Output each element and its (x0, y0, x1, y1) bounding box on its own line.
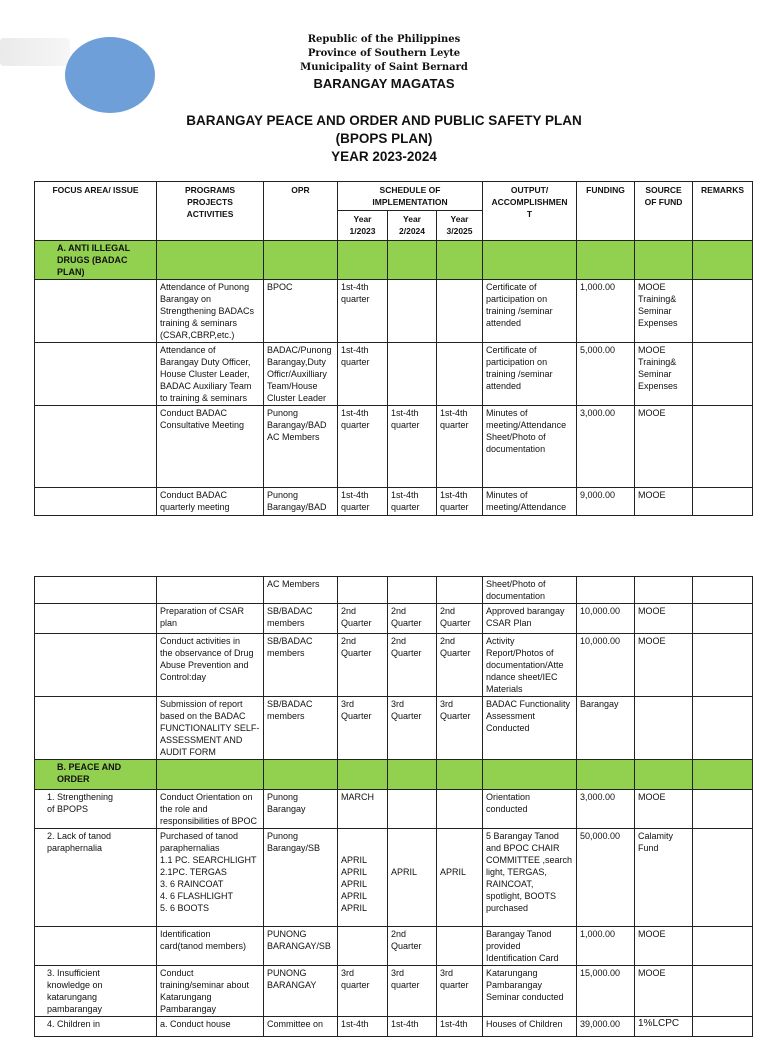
cell-source: MOOE (635, 604, 693, 634)
header-year1: Year 1/2023 (338, 211, 388, 241)
table-row (35, 927, 753, 966)
cell-y2: APRIL (388, 829, 437, 927)
cell-y2: 1st-4th quarter (388, 488, 437, 516)
cell-source: MOOE (635, 790, 693, 829)
cell-source: MOOE (635, 927, 693, 966)
cell-remarks (693, 927, 753, 966)
cell-program: Conduct BADAC Consultative Meeting (157, 406, 264, 488)
cell-y3: 3rd quarter (437, 966, 483, 1017)
cell-y1: MARCH (338, 790, 388, 829)
cell-focus (35, 697, 157, 760)
cell-focus: 3. Insufficient knowledge on katarungang pambarangay (35, 966, 157, 1017)
plan-table-page1 (34, 181, 753, 516)
cell-y3: 1st-4th (437, 1017, 483, 1037)
cell-remarks (693, 1017, 753, 1037)
header-schedule: SCHEDULE OF IMPLEMENTATION (338, 182, 483, 211)
cell-output: Orientation conducted (483, 790, 577, 829)
header-republic: Republic of the Philippines (307, 34, 461, 45)
table-row (35, 1017, 753, 1037)
cell-y3: 1st-4th quarter (437, 488, 483, 516)
cell-y2: 2nd Quarter (388, 927, 437, 966)
cell-program: Conduct Orientation on the role and responsibilities of BPOC (157, 790, 264, 829)
cell-remarks (693, 966, 753, 1017)
table-row (35, 790, 753, 829)
cell-source: MOOE (635, 406, 693, 488)
cell-program: Purchased of tanod paraphernalias 1.1 PC. SEARCHLIGHT 2.1PC. TERGAS 3. 6 RAINCOAT 4. 6 FLASHLIGHT 5. 6 BOOTS (157, 829, 264, 927)
cell-program: Conduct activities in the observance of Drug Abuse Prevention and Control:day (157, 634, 264, 697)
cell-y1: 2nd Quarter (338, 634, 388, 697)
cell-program: a. Conduct house (157, 1017, 264, 1037)
cell-y2: 3rd Quarter (388, 697, 437, 760)
cell-funding: 39,000.00 (577, 1017, 635, 1037)
cell-y2: 1st-4th quarter (388, 406, 437, 488)
cell-opr: Punong Barangay/BAD (264, 488, 338, 516)
cell-opr: SB/BADAC members (264, 604, 338, 634)
header-programs: PROGRAMS PROJECTS ACTIVITIES (157, 182, 264, 241)
cell-y3: 2nd Quarter (437, 634, 483, 697)
cell-remarks (693, 577, 753, 604)
cell-focus: 1. Strengthening of BPOPS (35, 790, 157, 829)
header-year3: Year 3/2025 (437, 211, 483, 241)
cell-output: Activity Report/Photos of documentation/Atte ndance sheet/IEC Materials (483, 634, 577, 697)
cell-focus (35, 343, 157, 406)
cell-y1: 3rd Quarter (338, 697, 388, 760)
cell-funding: Barangay (577, 697, 635, 760)
cell-opr: BPOC (264, 280, 338, 343)
header-province: Province of Southern Leyte (307, 48, 461, 59)
cell-y2 (388, 790, 437, 829)
table-row (35, 697, 753, 760)
cell-source: MOOE (635, 634, 693, 697)
cell-funding: 1,000.00 (577, 280, 635, 343)
cell-output: Certificate of participation on training /seminar attended (483, 343, 577, 406)
cell-opr: Punong Barangay/BAD AC Members (264, 406, 338, 488)
cell-output: Houses of Children (483, 1017, 577, 1037)
cell-y3 (437, 577, 483, 604)
cell-focus (35, 280, 157, 343)
cell-program: Conduct BADAC quarterly meeting (157, 488, 264, 516)
table-row (35, 280, 753, 343)
cell-remarks (693, 604, 753, 634)
cell-y1: 2nd Quarter (338, 604, 388, 634)
header-opr: OPR (264, 182, 338, 241)
cell-focus (35, 406, 157, 488)
cell-program: Preparation of CSAR plan (157, 604, 264, 634)
cell-source: MOOE Training& Seminar Expenses (635, 343, 693, 406)
cell-funding: 1,000.00 (577, 927, 635, 966)
cell-y1: 1st-4th (338, 1017, 388, 1037)
header-funding: FUNDING (577, 182, 635, 241)
cell-focus: 2. Lack of tanod paraphernalia (35, 829, 157, 927)
cell-remarks (693, 406, 753, 488)
cell-output: Minutes of meeting/Attendance (483, 488, 577, 516)
section-a-label: A. ANTI ILLEGAL DRUGS (BADAC PLAN) (35, 241, 157, 280)
plan-table-page2 (34, 576, 753, 1037)
cell-y1 (338, 927, 388, 966)
cell-source: MOOE (635, 966, 693, 1017)
cell-focus (35, 488, 157, 516)
cell-opr: AC Members (264, 577, 338, 604)
header-municipality: Municipality of Saint Bernard (300, 62, 468, 73)
cell-opr: Punong Barangay (264, 790, 338, 829)
cell-opr: SB/BADAC members (264, 697, 338, 760)
table-row (35, 488, 753, 516)
cell-opr: Punong Barangay/SB (264, 829, 338, 927)
cell-opr: PUNONG BARANGAY (264, 966, 338, 1017)
cell-source: 1%LCPC (635, 1017, 693, 1037)
cell-source (635, 577, 693, 604)
cell-opr: BADAC/Punong Barangay,Duty Officr/Auxilliary Team/House Cluster Leader (264, 343, 338, 406)
table-row (35, 343, 753, 406)
cell-y3 (437, 790, 483, 829)
cell-y1: 1st-4th quarter (338, 488, 388, 516)
table-row (35, 406, 753, 488)
cell-y2 (388, 577, 437, 604)
cell-program: Identification card(tanod members) (157, 927, 264, 966)
table-row (35, 634, 753, 697)
cell-opr: PUNONG BARANGAY/SB (264, 927, 338, 966)
cell-y2 (388, 280, 437, 343)
cell-y1: 1st-4th quarter (338, 343, 388, 406)
cell-funding (577, 577, 635, 604)
cell-y3: APRIL (437, 829, 483, 927)
cell-y1: 3rd quarter (338, 966, 388, 1017)
table-row (35, 829, 753, 927)
cell-funding: 50,000.00 (577, 829, 635, 927)
cell-program: Attendance of Punong Barangay on Strengthening BADACs training & seminars (CSAR,CBRP,etc.) (157, 280, 264, 343)
cell-opr: Committee on (264, 1017, 338, 1037)
cell-y2: 1st-4th (388, 1017, 437, 1037)
table-row (35, 604, 753, 634)
cell-output: Minutes of meeting/Attendance Sheet/Photo of documentation (483, 406, 577, 488)
cell-program: Submission of report based on the BADAC FUNCTIONALITY SELF- ASSESSMENT AND AUDIT FORM (157, 697, 264, 760)
cell-program (157, 577, 264, 604)
table-row (35, 577, 753, 604)
section-b-label: B. PEACE AND ORDER (35, 760, 157, 790)
cell-source: MOOE (635, 488, 693, 516)
cell-y1 (338, 577, 388, 604)
cell-y3 (437, 927, 483, 966)
cell-y3 (437, 280, 483, 343)
cell-focus (35, 577, 157, 604)
cell-output: BADAC Functionality Assessment Conducted (483, 697, 577, 760)
cell-funding: 10,000.00 (577, 634, 635, 697)
plan-title: BARANGAY PEACE AND ORDER AND PUBLIC SAFETY PLAN (186, 113, 582, 128)
table-row (35, 966, 753, 1017)
cell-funding: 9,000.00 (577, 488, 635, 516)
header-barangay: BARANGAY MAGATAS (313, 76, 455, 91)
plan-subtitle: (BPOPS PLAN) (335, 131, 433, 146)
cell-output: Certificate of participation on training /seminar attended (483, 280, 577, 343)
cell-source: Calamity Fund (635, 829, 693, 927)
cell-y1: 1st-4th quarter (338, 406, 388, 488)
cell-focus (35, 634, 157, 697)
cell-y3: 2nd Quarter (437, 604, 483, 634)
cell-remarks (693, 634, 753, 697)
cell-source: MOOE Training& Seminar Expenses (635, 280, 693, 343)
cell-y2: 3rd quarter (388, 966, 437, 1017)
cell-program: Conduct training/seminar about Katarungang Pambarangay (157, 966, 264, 1017)
plan-year: YEAR 2023-2024 (331, 149, 437, 164)
header-remarks: REMARKS (693, 182, 753, 241)
cell-remarks (693, 280, 753, 343)
cell-output: Sheet/Photo of documentation (483, 577, 577, 604)
header-focus-area: FOCUS AREA/ ISSUE (35, 182, 157, 241)
cell-y3: 1st-4th quarter (437, 406, 483, 488)
header-year2: Year 2/2024 (388, 211, 437, 241)
cell-y2: 2nd Quarter (388, 604, 437, 634)
cell-focus (35, 927, 157, 966)
cell-source (635, 697, 693, 760)
cell-funding: 5,000.00 (577, 343, 635, 406)
cell-output: Approved barangay CSAR Plan (483, 604, 577, 634)
cell-remarks (693, 343, 753, 406)
cell-funding: 3,000.00 (577, 406, 635, 488)
cell-y1: 1st-4th quarter (338, 280, 388, 343)
cell-y3: 3rd Quarter (437, 697, 483, 760)
cell-focus (35, 604, 157, 634)
cell-funding: 3,000.00 (577, 790, 635, 829)
cell-output: Barangay Tanod provided Identification Card (483, 927, 577, 966)
cell-remarks (693, 829, 753, 927)
header-output: OUTPUT/ ACCOMPLISHMEN T (483, 182, 577, 241)
cell-y2 (388, 343, 437, 406)
cell-funding: 15,000.00 (577, 966, 635, 1017)
cell-opr: SB/BADAC members (264, 634, 338, 697)
cell-remarks (693, 790, 753, 829)
cell-funding: 10,000.00 (577, 604, 635, 634)
cell-remarks (693, 697, 753, 760)
cell-y1: APRIL APRIL APRIL APRIL APRIL (338, 829, 388, 927)
cell-output: Katarungang Pambarangay Seminar conducted (483, 966, 577, 1017)
cell-focus: 4. Children in (35, 1017, 157, 1037)
cell-y3 (437, 343, 483, 406)
header-source: SOURCE OF FUND (635, 182, 693, 241)
cell-remarks (693, 488, 753, 516)
cell-y2: 2nd Quarter (388, 634, 437, 697)
cell-program: Attendance of Barangay Duty Officer, House Cluster Leader, BADAC Auxiliary Team to training & seminars (157, 343, 264, 406)
cell-output: 5 Barangay Tanod and BPOC CHAIR COMMITTEE ,search light, TERGAS, RAINCOAT, spotlight, BOOTS purchased (483, 829, 577, 927)
